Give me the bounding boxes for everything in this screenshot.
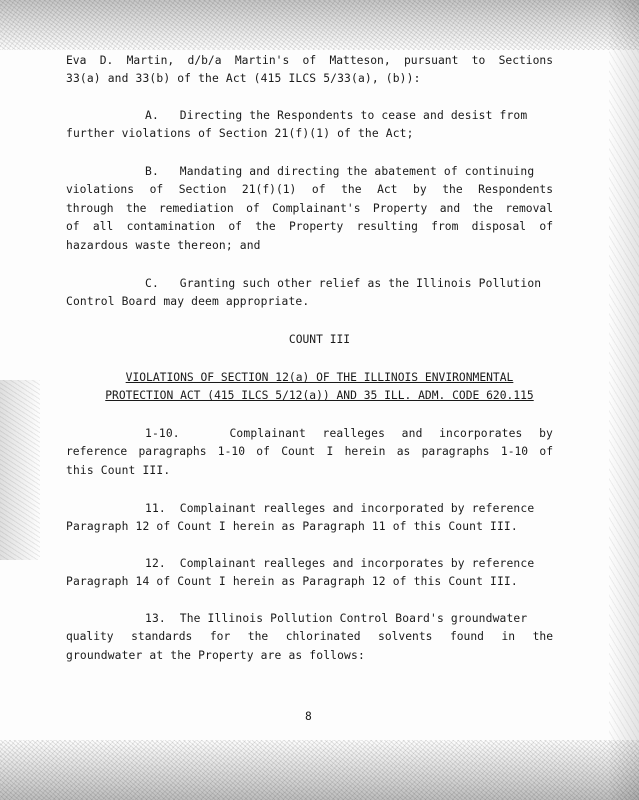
count-heading: COUNT III — [288, 333, 351, 346]
text-line: Paragraph 14 of Count I herein as Paragraph 12 of this Count III. — [66, 575, 518, 588]
scan-noise-bottom — [0, 740, 639, 800]
paragraph-11: 11. Complainant realleges and incorporated by reference — [145, 502, 535, 515]
text-line: groundwater at the Property are as follows: — [66, 649, 365, 662]
page-number: 8 — [305, 710, 312, 723]
prayer-item-a: A. Directing the Respondents to cease and desist from — [145, 109, 528, 122]
paragraph-1-10: 1-10. Complainant realleges and incorporates by — [145, 427, 553, 440]
text-line: Control Board may deem appropriate. — [66, 295, 310, 308]
text-line: Paragraph 12 of Count I herein as Paragraph 11 of this Count III. — [66, 520, 518, 533]
text-line: Eva D. Martin, d/b/a Martin's of Matteson, pursuant to Sections — [66, 54, 553, 67]
text-line: violations of Section 21(f)(1) of the Act by the Respondents — [66, 183, 553, 196]
prayer-item-b: B. Mandating and directing the abatement of continuing — [145, 165, 535, 178]
scan-noise-top — [0, 0, 639, 50]
text-line: further violations of Section 21(f)(1) of the Act; — [66, 127, 414, 140]
paragraph-13: 13. The Illinois Pollution Control Board's groundwater — [145, 612, 528, 625]
text-line: of all contamination of the Property resulting from disposal of — [66, 220, 553, 233]
paragraph-12: 12. Complainant realleges and incorporates by reference — [145, 557, 535, 570]
prayer-item-c: C. Granting such other relief as the Illinois Pollution — [145, 277, 542, 290]
text-line: quality standards for the chlorinated solvents found in the — [66, 630, 553, 643]
section-heading-line-1: VIOLATIONS OF SECTION 12(a) OF THE ILLINOIS ENVIRONMENTAL — [125, 371, 514, 384]
text-line: this Count III. — [66, 464, 171, 477]
text-line: reference paragraphs 1-10 of Count I herein as paragraphs 1-10 of — [66, 445, 553, 458]
text-line: hazardous waste thereon; and — [66, 239, 261, 252]
text-line: 33(a) and 33(b) of the Act (415 ILCS 5/33(a), (b)): — [66, 72, 421, 85]
text-line: through the remediation of Complainant's Property and the removal — [66, 202, 553, 215]
scan-noise-left — [0, 380, 40, 560]
section-heading-line-2: PROTECTION ACT (415 ILCS 5/12(a)) AND 35 ILL. ADM. CODE 620.115 — [105, 389, 534, 402]
